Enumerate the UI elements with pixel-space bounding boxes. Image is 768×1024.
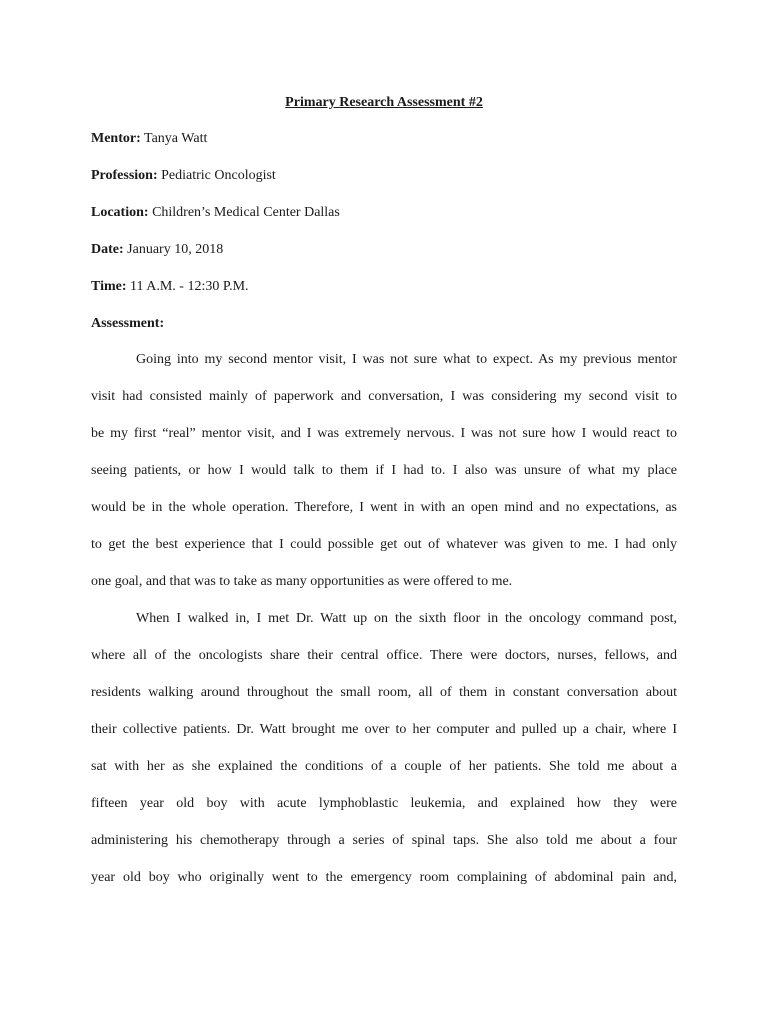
- paragraph-2-line-7: administering his chemotherapy through a series of spinal taps. She also told me about a four: [91, 833, 677, 848]
- paragraph-2-line-4: their collective patients. Dr. Watt brought me over to her computer and pulled up a chair, where I: [91, 722, 677, 737]
- assessment-label: Assessment:: [91, 316, 165, 331]
- paragraph-1-line-6: to get the best experience that I could possible get out of whatever was given to me. I had only: [91, 537, 677, 552]
- paragraph-2-line-8: year old boy who originally went to the emergency room complaining of abdominal pain and,: [91, 870, 677, 885]
- location-label: Location:: [91, 205, 149, 220]
- assessment-heading: [91, 314, 164, 334]
- time-label: Time:: [91, 279, 127, 294]
- time-value: 11 A.M. - 12:30 P.M.: [130, 279, 249, 294]
- profession-label: Profession:: [91, 168, 158, 183]
- paragraph-2-line-2: where all of the oncologists share their central office. There were doctors, nurses, fellows, and: [91, 648, 677, 663]
- paragraph-1-line-2: visit had consisted mainly of paperwork and conversation, I was considering my second visit to: [91, 389, 677, 404]
- paragraph-1-line-1: Going into my second mentor visit, I was not sure what to expect. As my previous mentor: [136, 352, 677, 367]
- location-value: Children’s Medical Center Dallas: [152, 205, 340, 220]
- paragraph-2-line-6: fifteen year old boy with acute lymphoblastic leukemia, and explained how they were: [91, 796, 677, 811]
- mentor-field: [91, 129, 207, 149]
- paragraph-1-line-5: would be in the whole operation. Therefore, I went in with an open mind and no expectations, as: [91, 500, 677, 515]
- time-field: [91, 277, 249, 297]
- paragraph-2-line-1: When I walked in, I met Dr. Watt up on the sixth floor in the oncology command post,: [136, 611, 677, 626]
- paragraph-2-line-5: sat with her as she explained the conditions of a couple of her patients. She told me about a: [91, 759, 677, 774]
- mentor-label: Mentor:: [91, 131, 141, 146]
- paragraph-2-line-3: residents walking around throughout the small room, all of them in constant conversation about: [91, 685, 677, 700]
- date-field: [91, 240, 223, 260]
- location-field: [91, 203, 340, 223]
- profession-field: [91, 166, 276, 186]
- date-value: January 10, 2018: [127, 242, 224, 257]
- paragraph-1-line-3: be my first “real” mentor visit, and I was extremely nervous. I was not sure how I would react to: [91, 426, 677, 441]
- paragraph-1-line-7: one goal, and that was to take as many opportunities as were offered to me.: [91, 574, 513, 589]
- paragraph-1-line-4: seeing patients, or how I would talk to them if I had to. I also was unsure of what my place: [91, 463, 677, 478]
- mentor-value: Tanya Watt: [144, 131, 208, 146]
- date-label: Date:: [91, 242, 124, 257]
- document-title: Primary Research Assessment #2: [285, 95, 483, 110]
- profession-value: Pediatric Oncologist: [161, 168, 276, 183]
